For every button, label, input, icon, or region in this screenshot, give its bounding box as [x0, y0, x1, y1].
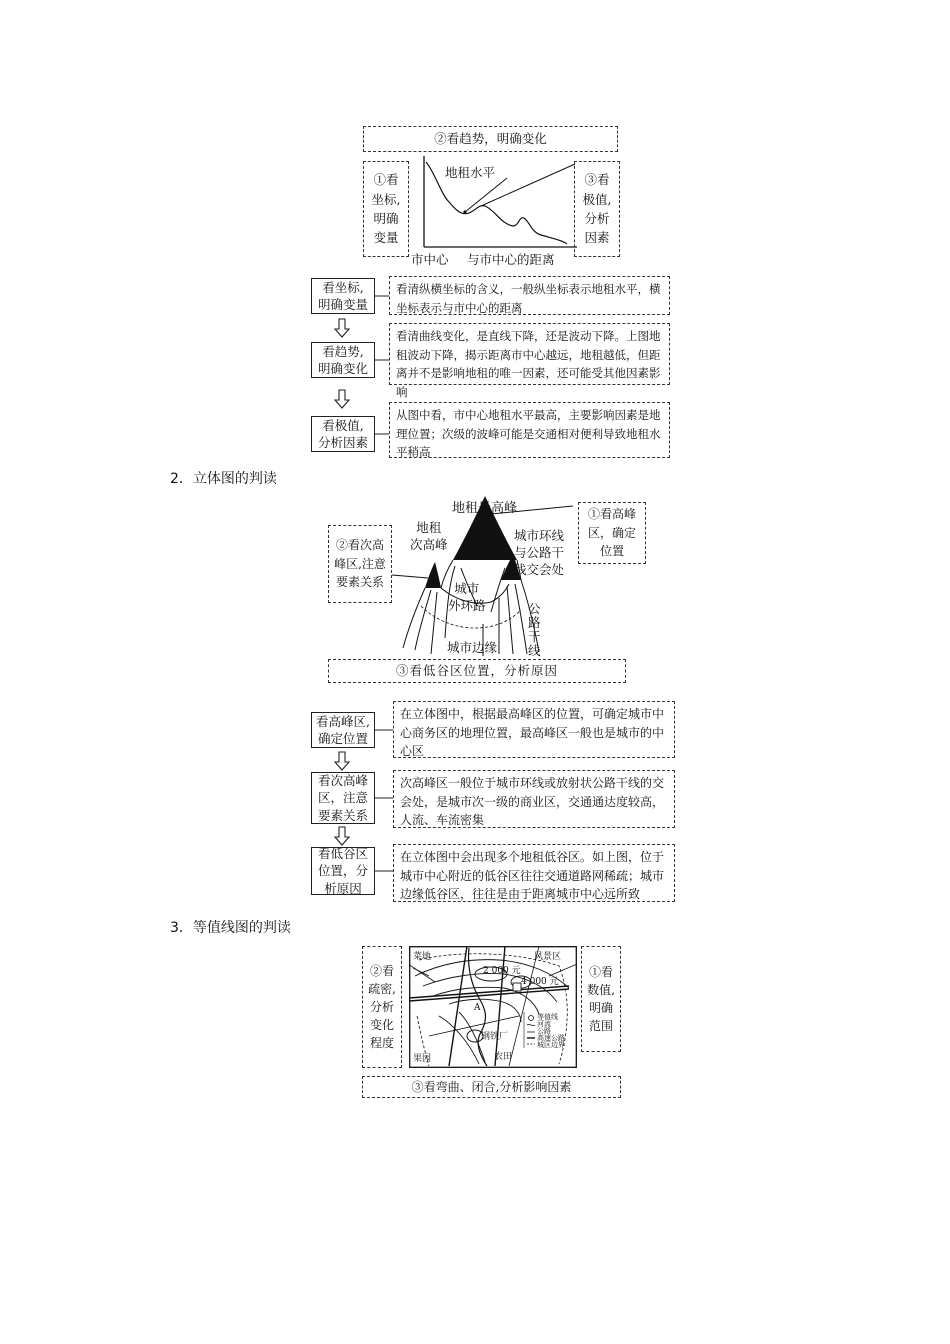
ring-cross-label: 城市环线 与公路干 线交会处: [514, 528, 565, 577]
legend-item: 公路: [537, 1027, 551, 1035]
flow2-step3-text: 在立体图中会出现多个地租低谷区。如上图，位于城市中心附近的低谷区往往交通道路网稀疏；城市边缘低谷区，往往是由于距离城市中心远所致: [393, 844, 675, 902]
map-label-4000: 4 000 元: [521, 977, 559, 987]
down-arrow-icon: [334, 318, 350, 338]
sub-peak-box: ②看次高 峰区,注意 要素关系: [328, 525, 392, 603]
flow1-connectors: [370, 270, 400, 470]
flow2-step1-text: 在立体图中，根据最高峰区的位置，可确定城市中心商务区的地理位置，最高峰区一般也是城市的中心区: [393, 701, 675, 758]
down-arrow-icon: [334, 389, 350, 409]
map-label-scenic: 风景区: [534, 952, 562, 962]
flow1-step3-label: 看极值, 分析因素: [311, 416, 375, 452]
flow2-step2-text: 次高峰区一般位于城市环线或放射状公路干线的交会处，是城市次一级的商业区，交通通达度较高，人流、车流密集: [393, 770, 675, 828]
sub-peak-label: 地租 次高峰: [410, 520, 448, 552]
bend-closure-box: ③看弯曲、闭合,分析影响因素: [362, 1076, 621, 1098]
outer-ring-label: 城市 外环路: [448, 581, 486, 613]
legend-item: 高速公路: [537, 1034, 565, 1042]
flow2-connectors: [370, 700, 400, 900]
map-label-orchard: 果园: [413, 1054, 432, 1064]
flow2-step1-label: 看高峰区, 确定位置: [311, 712, 375, 748]
origin-label: 市中心: [411, 252, 449, 267]
x-axis-label: 与市中心的距离: [467, 252, 555, 267]
legend-item: 等值线: [537, 1013, 558, 1021]
flow1-step2-text: 看清曲线变化，是直线下降，还是波动下降。上图地租波动下降，揭示距离市中心越远，地租越低，但距离并不是影响地租的唯一因素，还可能受其他因素影响: [389, 323, 670, 385]
legend-item: 城区边界: [537, 1041, 565, 1049]
flow1-step2-label: 看趋势, 明确变化: [311, 342, 375, 378]
section-heading-3d: 2．立体图的判读: [170, 471, 277, 487]
extreme-box: ③看 极值, 分析 因素: [574, 161, 620, 257]
flow2-step3-label: 看低谷区 位置，分 析原因: [311, 847, 375, 895]
city-edge-label: 城市边缘: [447, 640, 498, 655]
flow1-step3-text: 从图中看，市中心地租水平最高，主要影响因素是地理位置；次级的波峰可能是交通相对便利导致地租水平稍高: [389, 402, 670, 458]
down-arrow-icon: [334, 751, 350, 771]
fig2-leaders: [390, 560, 430, 590]
flow1-step1-text: 看清纵横坐标的含义，一般纵坐标表示地租水平，横坐标表示与市中心的距离: [389, 276, 670, 315]
flow2-step2-label: 看次高峰 区，注意 要素关系: [311, 772, 375, 824]
high-peak-box: ①看高峰 区，确定 位置: [578, 502, 646, 564]
coordinate-box: ①看 坐标, 明确 变量: [363, 161, 409, 257]
map-label-vegetable: 菜地: [413, 952, 432, 962]
density-box: ②看 疏密, 分析 变化 程度: [362, 946, 402, 1068]
curve-label: 地租水平: [445, 165, 496, 180]
trend-box: ②看趋势，明确变化: [363, 126, 618, 152]
peak-label: 地租最高峰: [452, 501, 518, 516]
rent-curve-chart: [409, 126, 579, 268]
low-valley-box: ③看低谷区位置，分析原因: [328, 659, 626, 683]
map-label-farmland: 农田: [494, 1052, 513, 1062]
map-label-steel: 钢铁厂: [481, 1032, 509, 1042]
highway-label: 公 路 干 线: [528, 601, 541, 658]
legend-item: 河流: [537, 1020, 551, 1028]
down-arrow-icon: [334, 826, 350, 846]
section-heading-contour: 3．等值线图的判读: [170, 920, 291, 936]
value-box: ①看 数值, 明确 范围: [581, 946, 621, 1052]
map-label-2000: 2 000 元: [483, 966, 521, 976]
flow1-step1-label: 看坐标, 明确变量: [311, 278, 375, 314]
map-label-a: A: [474, 1003, 481, 1013]
